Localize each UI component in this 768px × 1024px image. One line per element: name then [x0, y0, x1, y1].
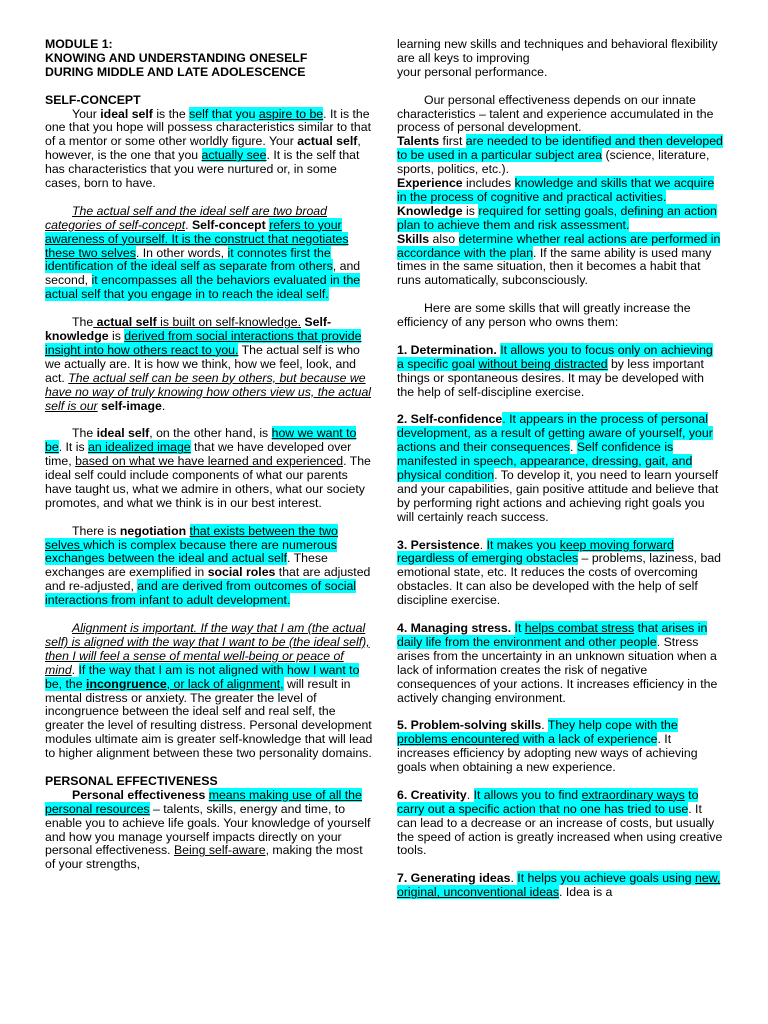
- self-concept-heading: SELF-CONCEPT: [45, 92, 141, 107]
- paragraph-innate-characteristics: Our personal effectiveness depends on our innate characteristics – talent and experience accumulated in the process of personal development.: [397, 92, 714, 135]
- skill-generating-ideas: 7. Generating ideas. It helps you achieve goals using new, original, unconventional ideas. Idea is a: [397, 871, 721, 900]
- item-experience: Experience includes knowledge and skills that we acquire in the process of cognitive and practical activities.: [397, 176, 715, 204]
- paragraph-social-roles: exchanges are exemplified in social roles that are adjusted and re-adjusted, and are derived from outcomes of social interactions from infant to adult development.: [45, 565, 371, 608]
- paragraph-alignment: Alignment is important. If the way that I am (the actual self) is aligned with the way that I want to be (the ideal self), then I will feel a sense of mental well-being or peace of mind. If the way that I am is not aligned with how I want to be, the incongruence, or lack of alignment, will result in mental distress or anxiety. The greater the level of incongruence between the ideal self and real self, the greater the level of resulting distress. Personal development modules ultimate aim is greater self-knowledge that will lead to higher alignment between these two personality domains.: [45, 620, 373, 761]
- right-column: [397, 38, 723, 900]
- paragraph-ideal-self: The ideal self, on the other hand, is how we want to be. It is an idealized image that we have developed over time, based on what we have learned and experienced. The ideal self could include components of what our parents have taught us, what we admire in others, what our society promotes, and what we think is in our best interest.: [45, 426, 371, 510]
- skill-creativity: 6. Creativity. It allows you to find extraordinary ways to carry out a specific action that no one has tried to use. It can lead to a decrease or an increase of costs, but usually the speed of action is greatly increased when using creative tools.: [397, 787, 723, 858]
- item-knowledge: Knowledge is required for setting goals, defining an action plan to achieve them and risk assessment.: [397, 203, 717, 232]
- paragraph-negotiation: There is negotiation that exists between the two selves which is complex because there are numerous exchanges between the ideal and actual self. These: [45, 523, 338, 566]
- paragraph-skills-intro: Here are some skills that will greatly increase the efficiency of any person who owns them:: [397, 301, 691, 330]
- skill-determination: 1. Determination. It allows you to focus only on achieving a specific goal without being distracted by less important things or spontaneous desires. It may be developed with the help of self-discipline exercise.: [397, 342, 713, 399]
- left-column: [45, 38, 375, 872]
- paragraph-personal-effectiveness: Personal effectiveness means making use of all the personal resources – talents, skills, energy and time, to enable you to achieve life goals. Your knowledge of yourself and how you manage yourself impacts directly on your personal effectiveness. Being self-aware, making the most of your strengths,: [45, 787, 371, 872]
- paragraph-self-concept: The actual self and the ideal self are two broad categories of self-concept. Self-concept refers to your awareness of yourself. It is the construct that negotiates these two selves. In other words, it connotes first the identification of the ideal self as separate from others, and second, it encompasses all the behaviors evaluated in the actual self that you engage in to reach the ideal self.: [45, 203, 361, 302]
- paragraph-continuation-end: your personal performance.: [397, 64, 548, 79]
- module-label: MODULE 1:: [45, 37, 113, 51]
- paragraph-ideal-actual-self: Your ideal self is the self that you aspire to be. It is the one that you hope will possess characteristics similar to that of a mentor or some other worldly figure. Your actual self, however, is the one that you actually see. It is the self that has characteristics that you were nurtured or, in some cases, born to have.: [45, 106, 372, 191]
- module-title-line-1: KNOWING AND UNDERSTANDING ONESELF: [45, 50, 308, 65]
- item-talents: Talents first are needed to be identified and then developed to be used in a particular subject area (science, literature, sports, politics, etc.).: [397, 134, 723, 177]
- skill-managing-stress: 4. Managing stress. It helps combat stress that arises in daily life from the environment and other people. Stress arises from the uncertainty in an unknown situation when a lack of information creates the risk of negative consequences of your actions. It increases efficiency in the actively changing environment.: [397, 620, 718, 705]
- paragraph-actual-self: The actual self is built on self-knowledge. Self-knowledge is derived from social interactions that provide insight into how others react to you. The actual self is who we actually are. It is how we think, how we feel, look, and act. The actual self can be seen by others, but because we have no way of truly knowing how others view us, the actual self is our self-image.: [45, 315, 372, 413]
- skill-self-confidence: 2. Self-confidence. It appears in the process of personal development, as a result of getting aware of yourself, your actions and their consequences. Self confidence is manifested in speech, appearance, dressing, gait, and physical condition. To develop it, you need to learn yourself and your capabilities, gain positive attitude and believe that by performing right actions and achieving right goals you will certainly reach success.: [397, 412, 719, 524]
- personal-effectiveness-heading: PERSONAL EFFECTIVENESS: [45, 773, 218, 788]
- module-title-line-2: DURING MIDDLE AND LATE ADOLESCENCE: [45, 64, 306, 79]
- skill-problem-solving: 5. Problem-solving skills. They help cope with the problems encountered with a lack of experience. It increases efficiency by adopting new ways of achieving goals when obtaining a new experience.: [397, 718, 698, 775]
- paragraph-continuation: learning new skills and techniques and behavioral flexibility are all keys to improving: [397, 37, 718, 65]
- skill-persistence: 3. Persistence. It makes you keep moving forward regardless of emerging obstacles – problems, laziness, bad emotional state, etc. It reduces the costs of overcoming obstacles. It can also be developed with the help of self discipline exercise.: [397, 537, 721, 608]
- item-skills: Skills also determine whether real actions are performed in accordance with the plan. If the same ability is used many times in the same situation, then it becomes a habit that runs automatically, subconsciously.: [397, 231, 721, 288]
